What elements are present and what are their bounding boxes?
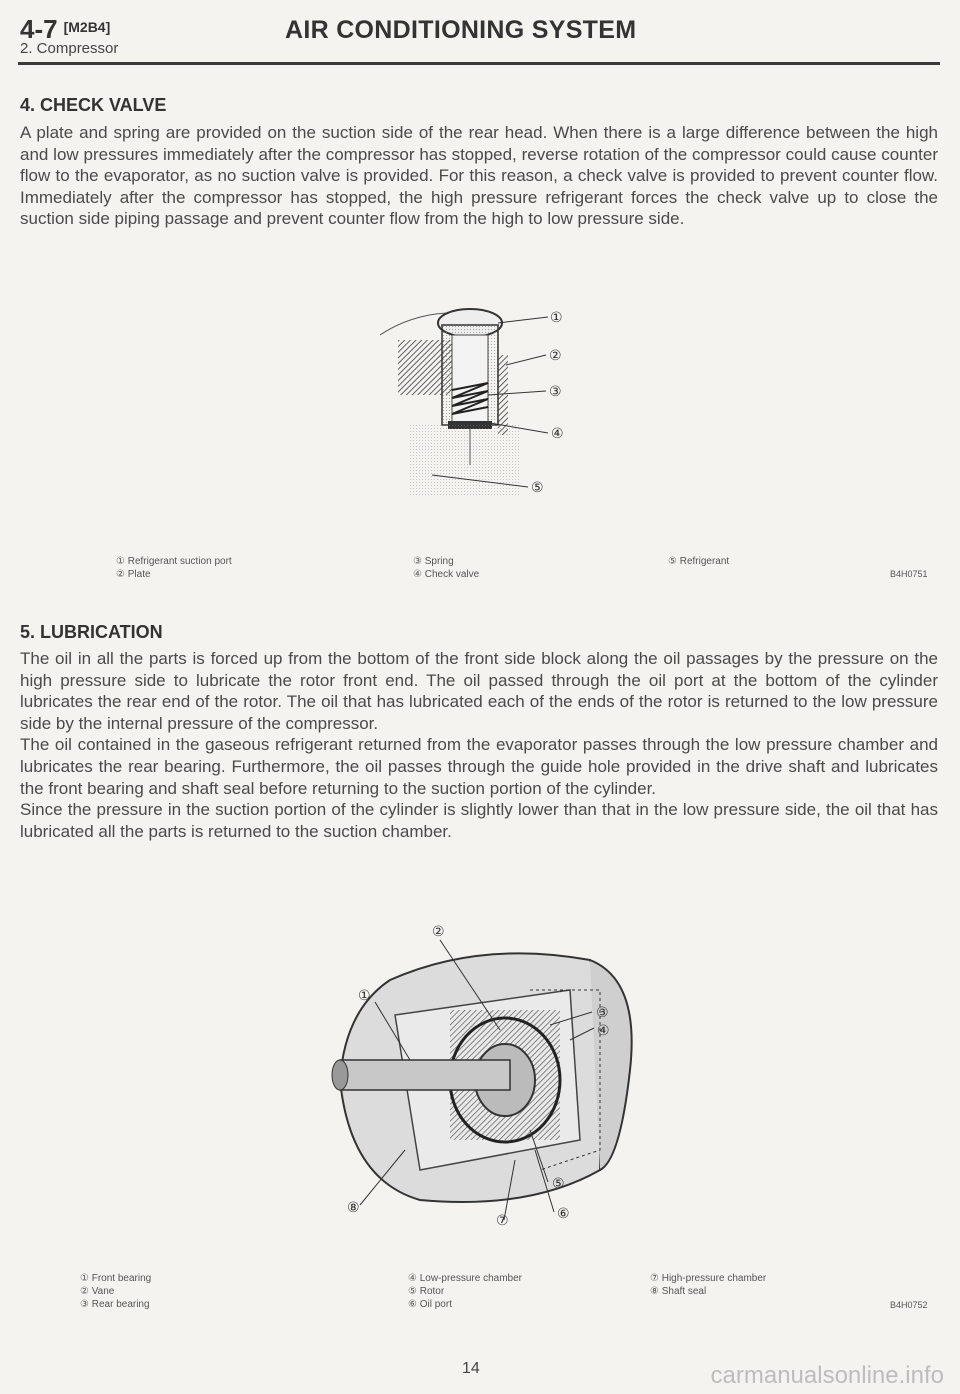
lubrication-text: [20, 648, 938, 842]
check-valve-text: [20, 122, 938, 230]
lube-callout-4: ④: [597, 1023, 610, 1039]
lube-callout-2: ②: [432, 924, 445, 940]
valve-callout-3: ③: [549, 384, 562, 400]
legend-item: ② Plate: [116, 569, 151, 580]
check-valve-figure-id: B4H0751: [890, 569, 928, 579]
valve-callout-2: ②: [549, 348, 562, 364]
legend-item: ① Refrigerant suction port: [116, 556, 232, 567]
lubrication-legend-col3: [650, 1272, 766, 1298]
lube-callout-3: ③: [596, 1005, 609, 1021]
legend-item: ④ Check valve: [413, 569, 480, 580]
lubrication-paragraph: The oil in all the parts is forced up from the bottom of the front side block along the oil passages by the pressure on the high pressure side to lubricate the rotor front end. The oil passed through the oil port at the bottom of the cylinder lubricates the rear end of the rotor. The oil that has lubricated each of the ends of the rotor is returned to the low pressure side by the internal pressure of the compressor.: [20, 649, 938, 733]
valve-callout-5: ⑤: [531, 480, 544, 496]
legend-item: ⑤ Rotor: [408, 1286, 445, 1297]
watermark: carmanualsonline.info: [710, 1362, 944, 1389]
page-code: 4-7 [M2B4]: [20, 14, 111, 44]
subsection-label: 2. Compressor: [20, 40, 119, 57]
legend-item: ⑧ Shaft seal: [650, 1286, 707, 1297]
lubrication-legend-col2: [408, 1272, 522, 1311]
lube-callout-1: ①: [358, 988, 371, 1004]
section-code: [M2B4]: [63, 19, 111, 35]
check-valve-legend-col2: [413, 555, 479, 581]
legend-item: ⑥ Oil port: [408, 1299, 452, 1310]
lubrication-legend-col1: [80, 1272, 151, 1311]
page-title: AIR CONDITIONING SYSTEM: [285, 16, 637, 44]
check-valve-diagram: [370, 295, 610, 520]
check-valve-heading: 4. CHECK VALVE: [20, 95, 167, 115]
legend-item: ① Front bearing: [80, 1273, 152, 1284]
lube-callout-5: ⑤: [552, 1176, 565, 1192]
valve-callout-1: ①: [550, 310, 563, 326]
lube-callout-8: ⑧: [347, 1200, 360, 1216]
lube-callout-7: ⑦: [496, 1213, 509, 1229]
check-valve-paragraph: A plate and spring are provided on the suction side of the rear head. When there is a large difference between the high and low pressures immediately after the compressor has stopped, reverse rotation of the compressor could cause counter flow to the evaporator, as no suction valve is provided. For this reason, a check valve is provided to prevent counter flow. Immediately after the compressor has stopped, the high pressure refrigerant forces the check valve up to close the suction side piping passage and prevent counter flow from the high to low pressure side.: [20, 123, 938, 229]
header-divider: [18, 62, 940, 65]
compressor-cutaway-diagram: [300, 920, 670, 1260]
valve-callout-4: ④: [551, 426, 564, 442]
lubrication-heading: 5. LUBRICATION: [20, 622, 163, 642]
lube-callout-6: ⑥: [557, 1206, 570, 1222]
page-number: 14: [462, 1360, 480, 1377]
legend-item: ③ Spring: [413, 556, 454, 567]
check-valve-legend-col3: [668, 555, 729, 568]
legend-item: ② Vane: [80, 1286, 115, 1297]
legend-item: ④ Low-pressure chamber: [408, 1273, 523, 1284]
legend-item: ③ Rear bearing: [80, 1299, 150, 1310]
check-valve-legend-col1: [116, 555, 232, 581]
lubrication-figure-id: B4H0752: [890, 1300, 928, 1310]
lubrication-paragraph: The oil contained in the gaseous refrigerant returned from the evaporator passes through the low pressure chamber and lubricates the rear bearing. Furthermore, the oil passes through the guide hole provided in the drive shaft and lubricates the front bearing and shaft seal before returning to the suction portion of the cylinder.: [20, 735, 938, 798]
lubrication-paragraph: Since the pressure in the suction portion of the cylinder is slightly lower than that in the low pressure side, the oil that has lubricated all the parts is returned to the suction chamber.: [20, 800, 938, 841]
legend-item: ⑤ Refrigerant: [668, 556, 730, 567]
legend-item: ⑦ High-pressure chamber: [650, 1273, 767, 1284]
